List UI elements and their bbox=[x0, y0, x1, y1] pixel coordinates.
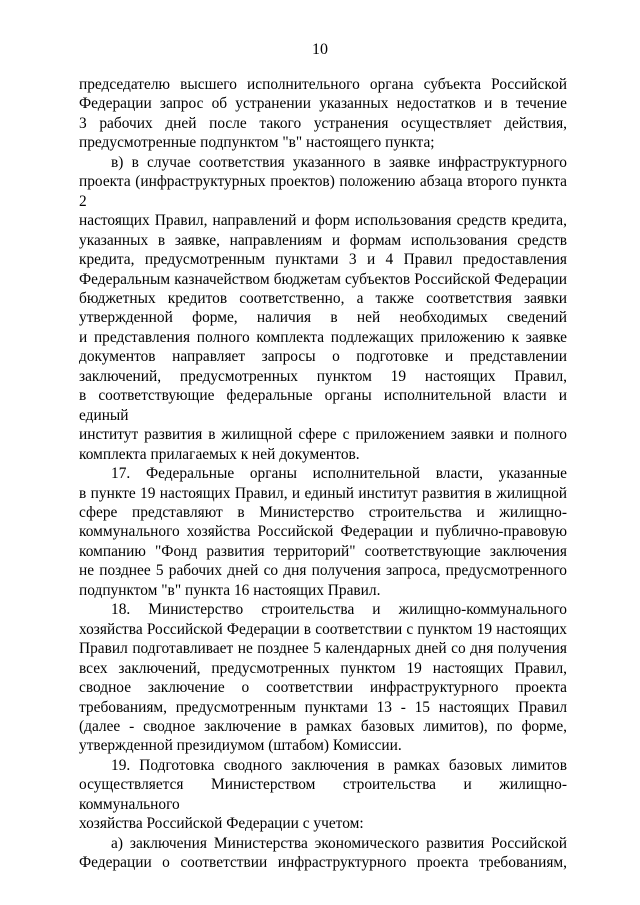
paragraph-line: документов направляет запросы о подготовке и представлении bbox=[79, 348, 567, 366]
paragraph-line: Правил подготавливает не позднее 5 календарных дней со дня получения bbox=[79, 640, 567, 658]
paragraph-line: заключений, предусмотренных пунктом 19 настоящих Правил, bbox=[79, 367, 567, 385]
paragraph-line: комплекта прилагаемых к ней документов. bbox=[79, 445, 360, 463]
paragraph-line: компанию "Фонд развития территорий" соответствующие заключения bbox=[79, 542, 567, 560]
paragraph-line: в пункте 19 настоящих Правил, и единый институт развития в жилищной bbox=[79, 484, 567, 502]
paragraph-line: всех заключений, предусмотренных пунктом 19 настоящих Правил, bbox=[79, 659, 567, 677]
paragraph-line: в соответствующие федеральные органы исполнительной власти и единый bbox=[79, 387, 567, 424]
section-17-line: 17. Федеральные органы исполнительной власти, указанные bbox=[111, 465, 567, 483]
paragraph-line: требованиям, предусмотренным пунктами 13 - 15 настоящих Правил bbox=[79, 698, 567, 716]
paragraph-line: не позднее 5 рабочих дней со дня получения запроса, предусмотренного bbox=[79, 562, 567, 580]
paragraph-line: Федерации о соответствии инфраструктурного проекта требованиям, bbox=[79, 854, 567, 872]
paragraph-line: сфере представляют в Министерство строительства и жилищно- bbox=[79, 503, 567, 521]
paragraph-line: институт развития в жилищной сфере с приложением заявки и полного bbox=[79, 426, 567, 444]
paragraph-line: сводное заключение о соответствии инфраструктурного проекта bbox=[79, 679, 567, 697]
paragraph-line: бюджетных кредитов соответственно, а также соответствия заявки bbox=[79, 289, 567, 307]
paragraph-line: Федерации запрос об устранении указанных недостатков и в течение bbox=[79, 95, 567, 113]
paragraph-line: осуществляется Министерством строительства и жилищно-коммунального bbox=[79, 776, 567, 813]
paragraph-line: предусмотренные подпунктом "в" настоящего пункта; bbox=[79, 134, 435, 152]
subpoint-a-line: а) заключения Министерства экономического развития Российской bbox=[111, 834, 567, 852]
paragraph-line: хозяйства Российской Федерации с учетом: bbox=[79, 815, 364, 833]
paragraph-line: кредита, предусмотренным пунктами 3 и 4 Правил предоставления bbox=[79, 251, 567, 269]
document-body bbox=[79, 75, 567, 873]
paragraph-line: коммунального хозяйства Российской Федерации и публично-правовую bbox=[79, 523, 567, 541]
paragraph-line: указанных в заявке, направлениям и формам использования средств bbox=[79, 231, 567, 249]
paragraph-line: проекта (инфраструктурных проектов) положению абзаца второго пункта 2 bbox=[79, 173, 567, 210]
paragraph-line: и представления полного комплекта подлежащих приложению к заявке bbox=[79, 328, 567, 346]
paragraph-line: 3 рабочих дней после такого устранения осуществляет действия, bbox=[79, 114, 567, 132]
page-number: 10 bbox=[312, 41, 328, 58]
paragraph-line: (далее - сводное заключение в рамках базовых лимитов), по форме, bbox=[79, 717, 567, 735]
paragraph-line: утвержденной президиумом (штабом) Комиссии. bbox=[79, 737, 402, 755]
section-19-line: 19. Подготовка сводного заключения в рамках базовых лимитов bbox=[111, 756, 567, 774]
paragraph-line: хозяйства Российской Федерации в соответствии с пунктом 19 настоящих bbox=[79, 620, 567, 638]
subpoint-v-line: в) в случае соответствия указанного в заявке инфраструктурного bbox=[111, 153, 567, 171]
paragraph-line: настоящих Правил, направлений и форм использования средств кредита, bbox=[79, 212, 567, 230]
paragraph-line: Федеральным казначейством бюджетам субъектов Российской Федерации bbox=[79, 270, 567, 288]
paragraph-line: утвержденной форме, наличия в ней необходимых сведений bbox=[79, 309, 567, 327]
paragraph-line: подпунктом "в" пункта 16 настоящих Правил. bbox=[79, 581, 381, 599]
paragraph-line: председателю высшего исполнительного органа субъекта Российской bbox=[79, 76, 567, 93]
section-18-line: 18. Министерство строительства и жилищно-коммунального bbox=[111, 601, 567, 619]
